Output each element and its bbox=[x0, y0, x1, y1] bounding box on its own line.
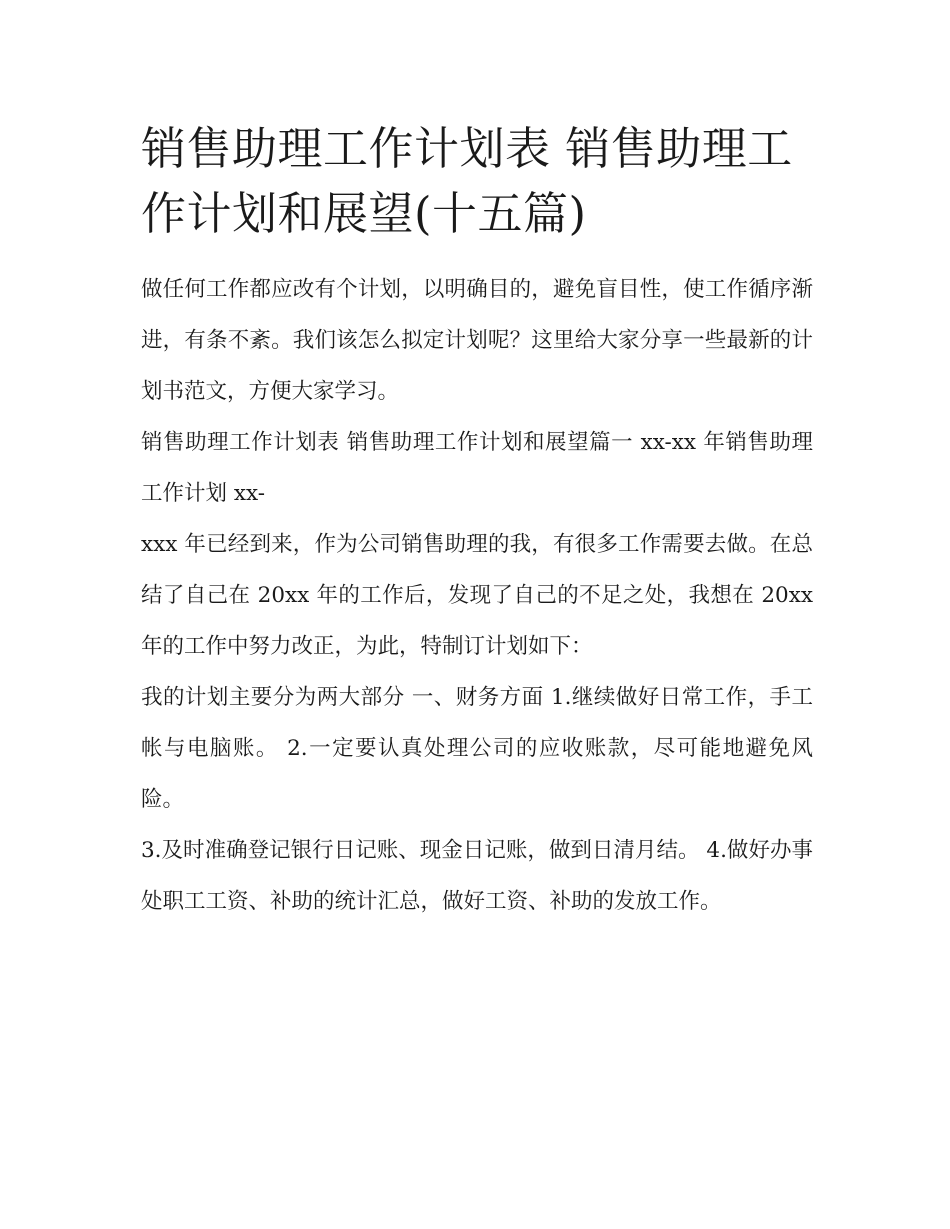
document-title: 销售助理工作计划表 销售助理工作计划和展望(十五篇) bbox=[141, 122, 793, 240]
paragraph-intro: 做任何工作都应改有个计划，以明确目的，避免盲目性，使工作循序渐进，有条不紊。我们该怎么拟定计划呢？这里给大家分享一些最新的计划书范文，方便大家学习。 bbox=[141, 277, 813, 404]
paragraph-plan-part-one: 我的计划主要分为两大部分 一、财务方面 1.继续做好日常工作，手工帐与电脑账。 2.一定要认真处理公司的应收账款，尽可能地避免风险。 bbox=[141, 685, 813, 812]
document-body bbox=[141, 116, 813, 927]
paragraph-plan-items: 3.及时准确登记银行日记账、现金日记账，做到日清月结。 4.做好办事处职工工资、补助的统计汇总，做好工资、补助的发放工作。 bbox=[141, 838, 813, 914]
paragraph-heading-line: 销售助理工作计划表 销售助理工作计划和展望篇一 xx-xx 年销售助理工作计划 xx- bbox=[141, 430, 813, 506]
paragraph-overview: xxx 年已经到来，作为公司销售助理的我，有很多工作需要去做。在总结了自己在 20xx 年的工作后，发现了自己的不足之处，我想在 20xx 年的工作中努力改正，为此，特制订计划如下： bbox=[141, 532, 813, 659]
